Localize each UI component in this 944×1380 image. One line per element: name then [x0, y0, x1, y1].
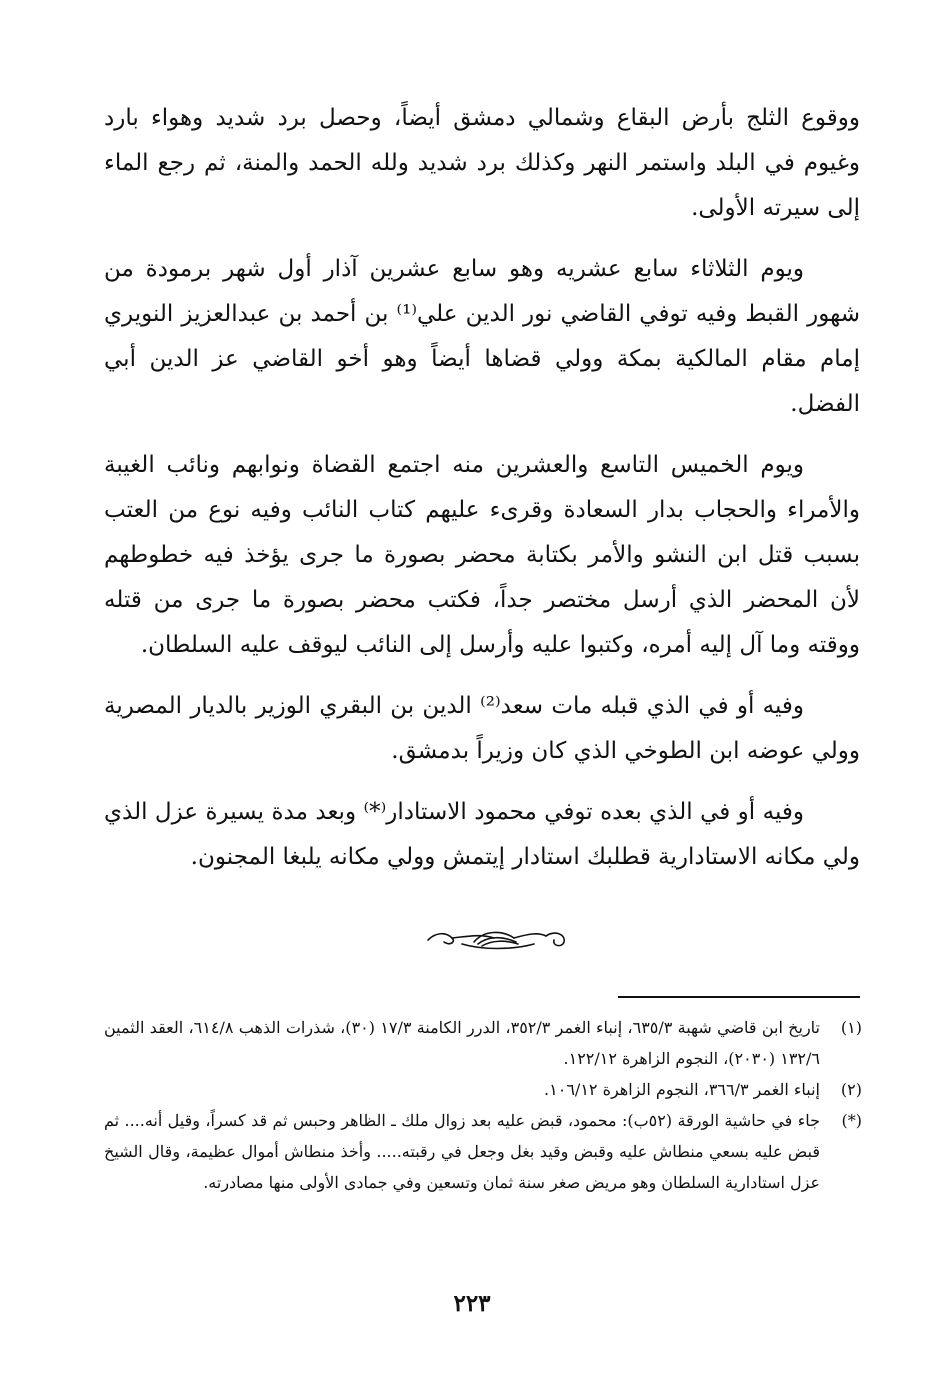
footnotes: [104, 1012, 862, 1198]
footnote-marker: (*): [841, 1111, 862, 1130]
footnote-1: [104, 1012, 862, 1074]
footnote-separator: [618, 996, 860, 998]
footnote-marker: (٢): [840, 1080, 862, 1099]
paragraph-3: ويوم الخميس التاسع والعشرين منه اجتمع القضاة ونوابهم ونائب الغيبة والأمراء والحجاب بدار السعادة وقرىء عليهم كتاب النائب وفيه نوع من العتب بسبب قتل ابن النشو والأمر بكتابة محضر بصورة ما جرى يؤخذ فيه خطوطهم لأن المحضر الذي أرسل مختصر جداً، فكتب محضر بصورة ما جرى من قتله ووقته وما آل إليه أمره، وكتبوا عليه وأرسل إلى النائب ليوقف عليه السلطان.: [104, 452, 860, 658]
footnote-text: إنباء الغمر ٣٦٦/٣، النجوم الزاهرة ١٠٦/١٢.: [544, 1080, 820, 1099]
ornament-divider-icon: [422, 922, 572, 956]
paragraph-2: ويوم الثلاثاء سابع عشريه وهو سابع عشرين آذار أول شهر برمودة من شهور القبط وفيه توفي القاضي نور الدين علي⁽¹⁾ بن أحمد بن عبدالعزيز النويري إمام مقام المالكية بمكة وولي قضاها أيضاً وهو أخو القاضي عز الدين أبي الفضل.: [104, 256, 860, 417]
footnote-3: [104, 1105, 862, 1198]
footnote-2: [104, 1074, 862, 1105]
paragraph-4: وفيه أو في الذي قبله مات سعد⁽²⁾ الدين بن البقري الوزير بالديار المصرية وولي عوضه ابن الطوخي الذي كان وزيراً بدمشق.: [104, 693, 860, 764]
paragraph-1: ووقوع الثلج بأرض البقاع وشمالي دمشق أيضاً، وحصل برد شديد وهواء بارد وغيوم في البلد واستمر النهر وكذلك برد شديد ولله الحمد والمنة، ثم رجع الماء إلى سيرته الأولى.: [104, 105, 860, 221]
footnote-marker: (١): [840, 1018, 862, 1037]
footnote-text: تاريخ ابن قاضي شهبة ٦٣٥/٣، إنباء الغمر ٣٥٢/٣، الدرر الكامنة ١٧/٣ (٣٠)، شذرات الذهب ٦١٤/٨، العقد الثمين ١٣٢/٦ (٢٠٣٠)، النجوم الزاهرة ١٢٢/١٢.: [104, 1018, 821, 1068]
main-text: [104, 96, 860, 896]
footnote-text: جاء في حاشية الورقة (٥٢ب): محمود، قبض عليه بعد زوال ملك ـ الظاهر وحبس ثم قد كسراً، وقيل أنه.... ثم قبض عليه بسعي منطاش عليه وقبض وقيد بغل وجعل في رقبته..... وأخذ منطاش أموال عظيمة، وقال الشيخ عزل استادارية السلطان وهو مريض صغر سنة ثمان وتسعين وفي جمادى الأولى منها مصادرته.: [104, 1111, 821, 1192]
paragraph-5: وفيه أو في الذي بعده توفي محمود الاستادار⁽*⁾ وبعد مدة يسيرة عزل الذي ولي مكانه الاستادارية قطلبك استادار إيتمش وولي مكانه يلبغا المجنون.: [104, 799, 860, 870]
page-number: ٢٢٣: [453, 1290, 491, 1317]
